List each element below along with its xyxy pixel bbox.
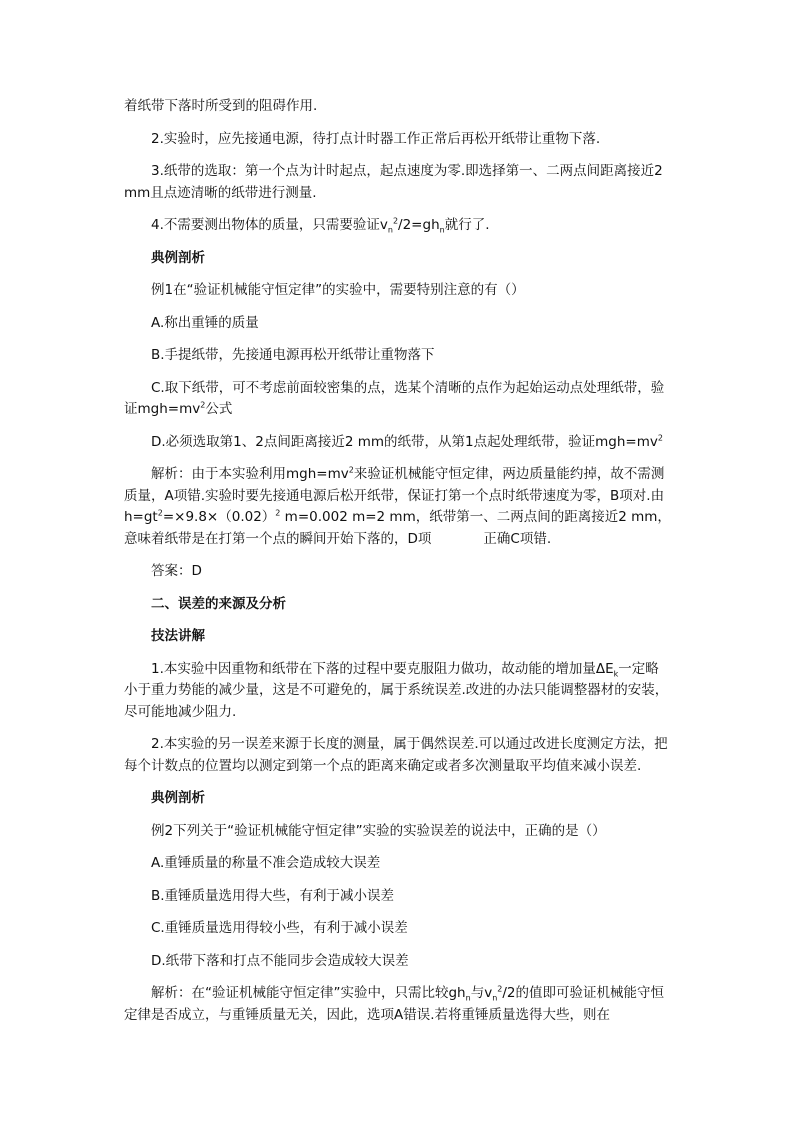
example-1-option-a: A.称出重锤的质量 <box>151 314 259 331</box>
example-1-option-b: B.手提纸带，先接通电源再松开纸带让重物落下 <box>151 347 435 363</box>
section-heading-example-analysis-2: 典例剖析 <box>151 790 205 806</box>
paragraph-point-2: 2.实验时，应先接通电源，待打点计时器工作正常后再松开纸带让重物下落. <box>151 130 601 147</box>
section-heading-error-sources: 二、误差的来源及分析 <box>151 595 286 612</box>
example-1-option-d: D.必须选取第1、2点间距离接近2 mm的纸带，从第1点起处理纸带，验证$mgh=mv^2$ <box>151 433 663 450</box>
example-2-option-c: C.重锤质量选用得较小些，有利于减小误差 <box>151 920 408 936</box>
example-1-option-c: C.取下纸带，可不考虑前面较密集的点，选某个清晰的点作为起始运动点处理纸带，验证$mgh=mv^2$公式 <box>124 379 665 417</box>
example-1-analysis: 解析：由于本实验利用$mgh=mv^2$来验证机械能守恒定律，两边质量能约掉，故不需测质量，A项错.实验时要先接通电源后松开纸带，保证打第一个点时纸带速度为零，B项对.由$h=gt^2=\times 9.8\times(0.02)^2$ m=0.002 m=2 mm，纸带第一、二两点间的距离接近2 mm，意味着纸带是在打第一个点的瞬间开始下落的，D项 正确C项错. <box>124 465 671 547</box>
paragraph-point-3: 3.纸带的选取：第一个点为计时起点，起点速度为零.即选择第一、二两点间距离接近2 mm且点迹清晰的纸带进行测量. <box>124 163 663 201</box>
example-2-option-a: A.重锤质量的称量不准会造成较大误差 <box>151 855 381 871</box>
example-2-analysis: 解析：在“验证机械能守恒定律”实验中，只需比较$gh_n$与$v_n^2/2$的值即可验证机械能守恒定律是否成立，与重锤质量无关，因此，选项A错误.若将重锤质量选得大些，则在 <box>124 984 665 1023</box>
section-heading-technique: 技法讲解 <box>151 628 205 644</box>
technique-point-1: 1.本实验中因重物和纸带在下落的过程中要克服阻力做功，故动能的增加量$\Delta E_k$一定略小于重力势能的减少量，这是不可避免的，属于系统误差.改进的办法只能调整器材的安装，尽可能地减少阻力. <box>124 660 669 720</box>
example-2-option-d: D.纸带下落和打点不能同步会造成较大误差 <box>151 952 409 969</box>
example-2-option-b: B.重锤质量选用得大些，有利于减小误差 <box>151 887 395 904</box>
example-1-question: 例1在“验证机械能守恒定律”的实验中，需要特别注意的有（） <box>151 282 525 298</box>
document-page <box>124 96 672 1037</box>
example-1-answer: 答案：D <box>151 563 202 579</box>
technique-point-2: 2.本实验的另一误差来源于长度的测量，属于偶然误差.可以通过改进长度测定方法，把每个计数点的位置均以测定到第一个点的距离来确定或者多次测量取平均值来减小误差. <box>124 736 668 774</box>
section-heading-example-analysis: 典例剖析 <box>151 249 205 266</box>
paragraph-continuation: 着纸带下落时所受到的阻碍作用. <box>124 98 318 114</box>
example-2-question: 例2下列关于“验证机械能守恒定律”实验的实验误差的说法中，正确的是（） <box>151 822 606 839</box>
paragraph-point-4: 4.不需要测出物体的质量，只需要验证$v_n^2/2=gh_n$就行了. <box>151 216 490 235</box>
